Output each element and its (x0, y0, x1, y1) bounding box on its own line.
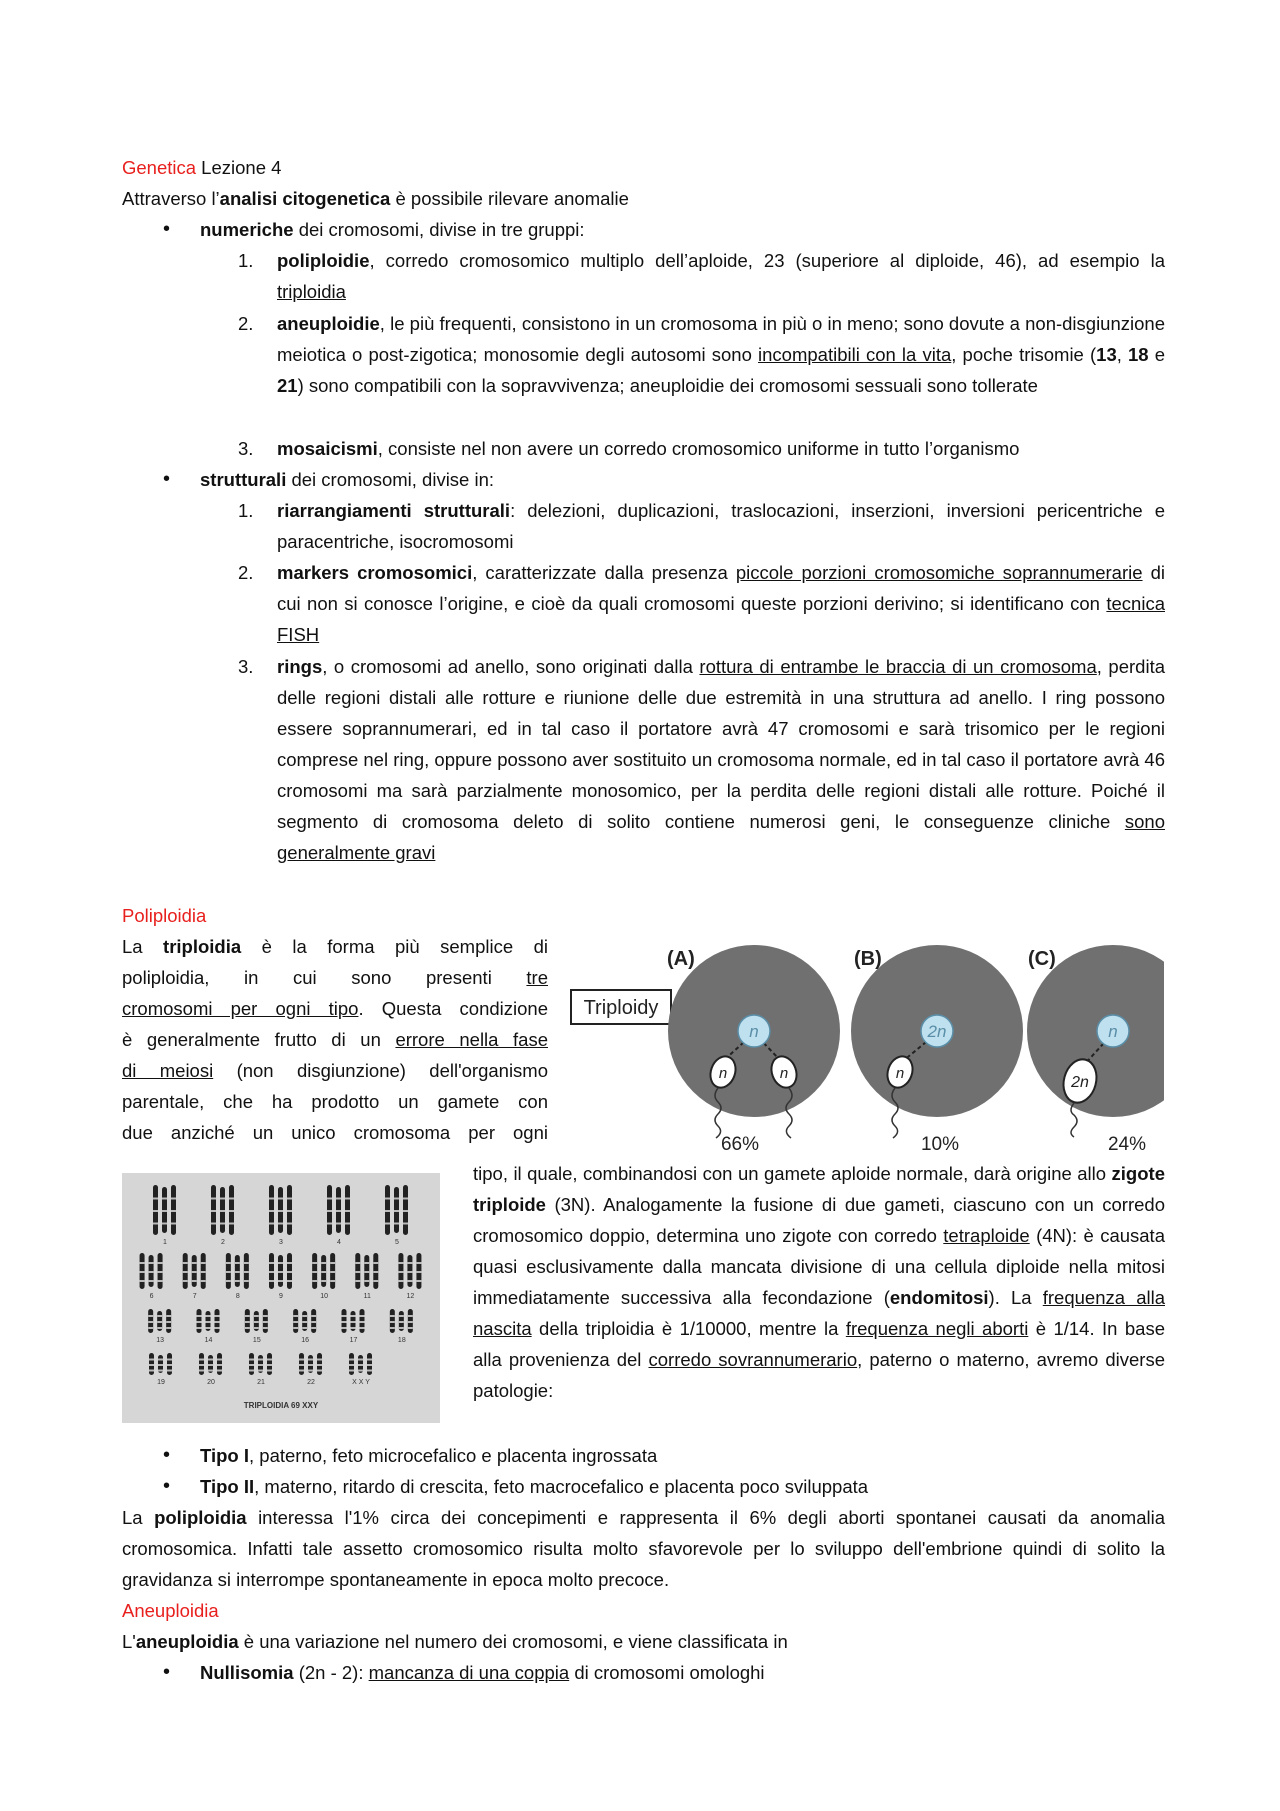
list-number: 3. (238, 656, 254, 677)
intro-line: Attraverso l’analisi citogenetica è possibile rilevare anomalie (122, 188, 629, 209)
svg-text:2n: 2n (1071, 1074, 1089, 1091)
chromosome (208, 1355, 213, 1373)
section-heading-poliploidia: Poliploidia (122, 905, 207, 926)
chromosome (287, 1253, 292, 1289)
egg-cell-c (1027, 945, 1164, 1117)
chromosome (330, 1253, 335, 1289)
section-heading-aneuploidia: Aneuploidia (122, 1600, 219, 1621)
panel-b-percent: 10% (920, 1134, 960, 1155)
chromosome (342, 1309, 347, 1333)
chromosome (308, 1355, 313, 1373)
item-mosaicismi: mosaicismi, consiste nel non avere un corredo cromosomico uniforme in tutto l’organismo (277, 438, 1020, 459)
bullet-nullisomia: Nullisomia (2n - 2): mancanza di una coppia di cromosomi omologhi (200, 1662, 765, 1683)
item-rings: rings, o cromosomi ad anello, sono originati dalla rottura di entrambe le braccia di un cromosoma, perdita delle regioni distali alle rotture e riunione delle due estremità in una struttura ad anello. I ring possono essere soprannumerari, ed in tal caso il portatore avrà 47 cromosomi e sarà trisomico per le regioni comprese nel ring, oppure possono aver sostituito un cromosoma normale, ed in tal caso il portatore avrà 46 cromosomi ma sarà parzialmente monosomico, per la perdita delle regioni distali alle rotture. Poiché il segmento di cromosoma deleto di solito contiene numerosi geni, le conseguenze cliniche sono generalmente gravi (277, 656, 1165, 863)
chromosome (360, 1309, 365, 1333)
chromosome (373, 1253, 378, 1289)
chromosome (278, 1255, 283, 1287)
bullet-icon: • (163, 1661, 171, 1683)
chromosome (153, 1185, 158, 1235)
chromosome (293, 1309, 298, 1333)
chromosome (278, 1187, 283, 1233)
chromosome (215, 1309, 220, 1333)
panel-a-label: (A) (667, 948, 695, 970)
chromosome (167, 1353, 172, 1375)
bullet-strutturali: strutturali dei cromosomi, divise in: (200, 469, 495, 490)
chromosome (349, 1353, 354, 1375)
svg-text:n: n (1108, 1022, 1118, 1041)
chromosome (385, 1185, 390, 1235)
poliploidia-intro: La triploidia è la forma più semplice di poliploidia, in cui sono presenti tre cromosomi per ogni tipo. Questa condizione è generalmente frutto di un errore nella fase di meiosi (non disgiunzione) dell'organismo parentale, che ha prodotto un gamete con due anziché un unico cromosoma per ogni (122, 936, 549, 1143)
chromosome-number: 19 (157, 1379, 165, 1386)
chromosome (358, 1355, 363, 1373)
chromosome (171, 1185, 176, 1235)
chromosome (321, 1255, 326, 1287)
chromosome-number: 7 (192, 1293, 197, 1300)
chromosome (302, 1311, 307, 1331)
chromosome (336, 1187, 341, 1233)
item-aneuploidie: aneuploidie, le più frequenti, consistono in un cromosoma in più o in meno; sono dovute a non-disgiunzione meiotica o post-zigotica; monosomie degli autosomi sono incompatibili con la vita, poche trisomie (13, 18 e 21) sono compatibili con la sopravvivenza; aneuploidie dei cromosomi sessuali sono tollerate (277, 313, 1166, 396)
lesson-title: Genetica Lezione 4 (122, 157, 282, 178)
chromosome (351, 1311, 356, 1331)
chromosome (229, 1185, 234, 1235)
chromosome-number: 13 (156, 1337, 165, 1344)
chromosome (249, 1353, 254, 1375)
chromosome (211, 1185, 216, 1235)
triploidy-label: Triploidy (583, 997, 659, 1019)
chromosome (258, 1355, 263, 1373)
chromosome (398, 1253, 403, 1289)
chromosome (267, 1353, 272, 1375)
chromosome (364, 1255, 369, 1287)
item-markers: markers cromosomici, caratterizzate dalla presenza piccole porzioni cromosomiche soprannumerarie di cui non si conosce l’origine, e cioè da quali cromosomi queste porzioni derivino; si identificano con tecnica FISH (277, 562, 1166, 645)
panel-a-percent: 66% (720, 1134, 760, 1155)
chromosome (220, 1187, 225, 1233)
list-number: 1. (238, 250, 254, 271)
chromosome (287, 1185, 292, 1235)
chromosome (201, 1253, 206, 1289)
list-number: 3. (238, 438, 254, 459)
chromosome (254, 1311, 259, 1331)
chromosome-number: 15 (252, 1337, 261, 1344)
list-number: 1. (238, 500, 254, 521)
chromosome (394, 1187, 399, 1233)
svg-text:n: n (749, 1022, 759, 1041)
chromosome (403, 1185, 408, 1235)
poliploidia-summary: La poliploidia interessa l'1% circa dei concepimenti e rappresenta il 6% degli aborti spontanei causati da anomalia cromosomica. Infatti tale assetto cromosomico risulta molto sfavorevole per lo sviluppo dell'embrione quindi di solito la gravidanza si interrompe spontaneamente in epoca molto precoce. (122, 1507, 1165, 1590)
poliploidia-paragraph: tipo, il quale, combinandosi con un gamete aploide normale, darà origine allo zigote triploide (3N). Analogamente la fusione di due gameti, ciascuno con un corredo cromosomico doppio, determina uno zigote con corredo tetraploide (4N): è causata quasi esclusivamente dalla mancata divisione di una cellula diploide nella mitosi immediatamente successiva alla fecondazione (endomitosi). La frequenza alla nascita della triploidia è 1/10000, mentre la frequenza negli aborti è 1/14. In base alla provenienza del corredo sovrannumerario, paterno o materno, avremo diverse patologie: (473, 1163, 1165, 1401)
chromosome-number: 14 (204, 1337, 213, 1344)
chromosome (157, 1311, 162, 1331)
chromosome-number: 5 (395, 1239, 399, 1246)
list-number: 2. (238, 562, 254, 583)
chromosome (245, 1309, 250, 1333)
bullet-icon: • (163, 468, 171, 490)
chromosome-number: 12 (406, 1293, 415, 1300)
chromosome-number: 10 (320, 1293, 329, 1300)
chromosome (399, 1311, 404, 1331)
chromosome (345, 1185, 350, 1235)
chromosome (269, 1185, 274, 1235)
chromosome-number: 6 (149, 1293, 154, 1300)
chromosome (192, 1255, 197, 1287)
chromosome (312, 1253, 317, 1289)
chromosome (244, 1253, 249, 1289)
svg-text:2n: 2n (927, 1022, 947, 1041)
svg-text:n: n (779, 1065, 789, 1082)
chromosome (140, 1253, 145, 1289)
chromosome (235, 1255, 240, 1287)
item-riarrangiamenti: riarrangiamenti strutturali: delezioni, duplicazioni, traslocazioni, inserzioni, inversioni pericentriche e paracentriche, isocromosomi (277, 500, 1165, 552)
karyotype-caption: TRIPLOIDIA 69 XXY (243, 1401, 319, 1410)
chromosome (149, 1353, 154, 1375)
chromosome-number: 20 (207, 1379, 215, 1386)
list-number: 2. (238, 313, 254, 334)
bullet-icon: • (163, 218, 171, 240)
chromosome-number: 18 (397, 1337, 406, 1344)
panel-c-label: (C) (1028, 948, 1056, 970)
bullet-icon: • (163, 1444, 171, 1466)
chromosome-number: 4 (337, 1239, 341, 1246)
chromosome-number: 16 (301, 1337, 310, 1344)
chromosome (327, 1185, 332, 1235)
svg-text:n: n (895, 1065, 905, 1082)
chromosome (199, 1353, 204, 1375)
chromosome-number: 2 (221, 1239, 225, 1246)
chromosome (148, 1309, 153, 1333)
aneuploidia-intro: L'aneuploidia è una variazione nel numero dei cromosomi, e viene classificata in (122, 1631, 788, 1652)
chromosome-number: 17 (349, 1337, 358, 1344)
chromosome (317, 1353, 322, 1375)
chromosome-number: 22 (307, 1379, 315, 1386)
chromosome-number: 21 (257, 1379, 265, 1386)
chromosome (263, 1309, 268, 1333)
chromosome (166, 1309, 171, 1333)
chromosome (299, 1353, 304, 1375)
chromosome (355, 1253, 360, 1289)
chromosome (206, 1311, 211, 1331)
svg-text:n: n (718, 1065, 728, 1082)
chromosome (367, 1353, 372, 1375)
chromosome (226, 1253, 231, 1289)
bullet-numeriche: numeriche dei cromosomi, divise in tre gruppi: (200, 219, 585, 240)
chromosome-number: 9 (279, 1293, 283, 1300)
chromosome (416, 1253, 421, 1289)
chromosome-number: 8 (235, 1293, 240, 1300)
karyotype-chromosomes (122, 1173, 440, 1423)
item-poliploidie: poliploidie, corredo cromosomico multiplo dell’aploide, 23 (superiore al diploide, 46), ad esempio la triploidia (277, 250, 1165, 302)
chromosome (407, 1255, 412, 1287)
chromosome (162, 1187, 167, 1233)
chromosome (390, 1309, 395, 1333)
chromosome (311, 1309, 316, 1333)
chromosome (158, 1253, 163, 1289)
chromosome (217, 1353, 222, 1375)
panel-c-percent: 24% (1107, 1134, 1147, 1155)
chromosome (197, 1309, 202, 1333)
chromosome-number: 11 (363, 1293, 371, 1300)
chromosome (269, 1253, 274, 1289)
chromosome (158, 1355, 163, 1373)
chromosome (183, 1253, 188, 1289)
bullet-tipo-2: Tipo II, materno, ritardo di crescita, feto macrocefalico e placenta poco sviluppata (200, 1476, 869, 1497)
bullet-tipo-1: Tipo I, paterno, feto microcefalico e placenta ingrossata (200, 1445, 658, 1466)
chromosome (408, 1309, 413, 1333)
chromosome (149, 1255, 154, 1287)
karyotype-image (122, 1173, 440, 1423)
chromosome-number: 1 (163, 1239, 167, 1246)
subject-name: Genetica (122, 157, 197, 178)
panel-b-label: (B) (854, 948, 882, 970)
chromosome-number: 3 (279, 1239, 283, 1246)
triploidy-figure (568, 944, 1164, 1156)
chromosome-number: X X Y (352, 1379, 370, 1386)
bullet-icon: • (163, 1475, 171, 1497)
